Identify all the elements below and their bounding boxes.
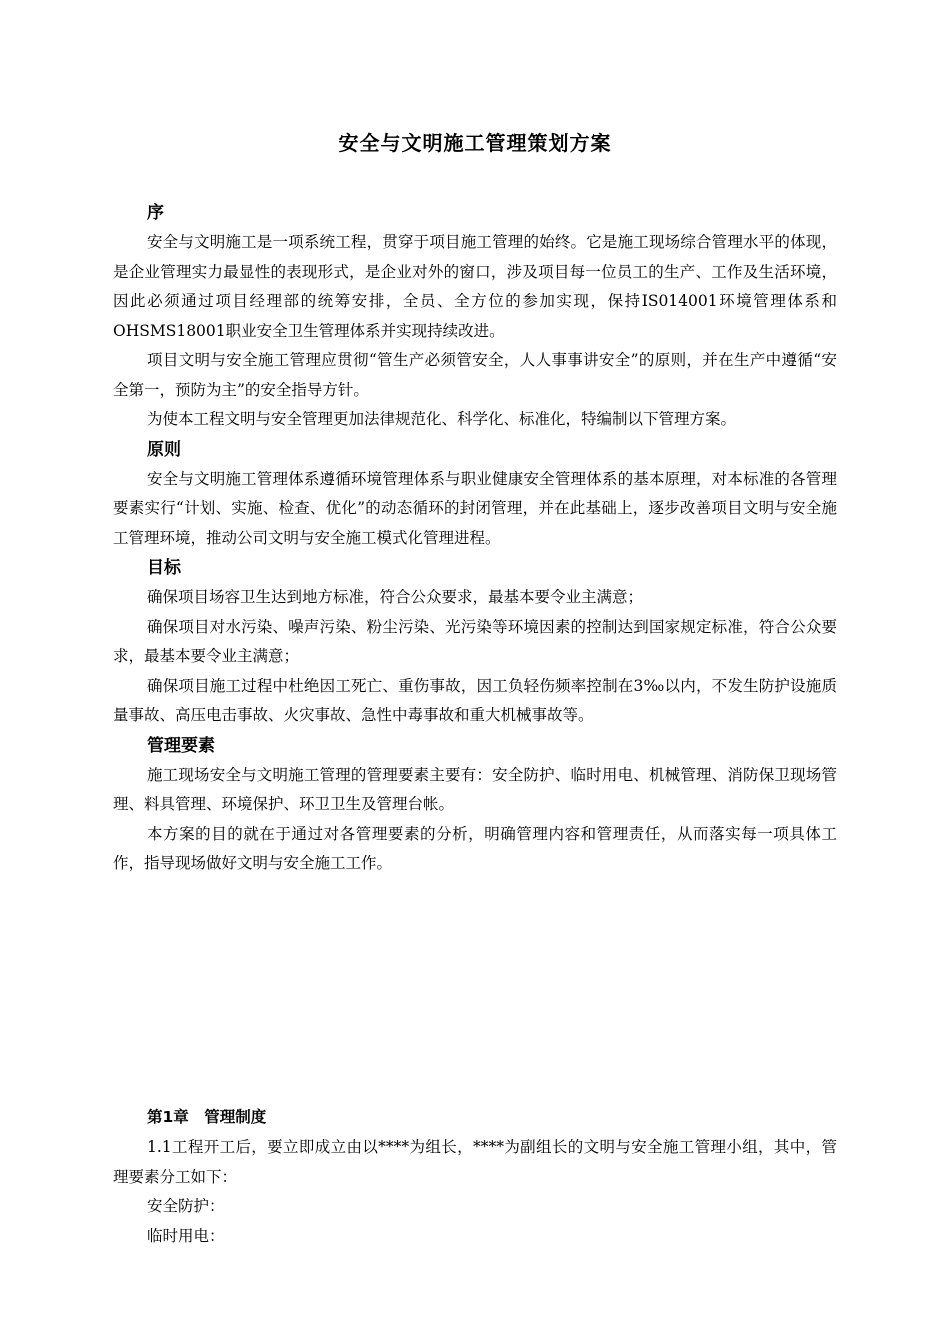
paragraph: 确保项目对水污染、噪声污染、粉尘污染、光污染等环境因素的控制达到国家规定标准，符合公众要求，最基本要令业主满意； — [113, 617, 837, 665]
paragraph: 为使本工程文明与安全管理更加法律规范化、科学化、标准化，特编制以下管理方案。 — [147, 410, 737, 428]
paragraph: 确保项目施工过程中杜绝因工死亡、重伤事故，因工负轻伤频率控制在3‰以内，不发生防护设施质量事故、高压电击事故、火灾事故、急性中毒事故和重大机械事故等。 — [113, 676, 837, 724]
section-heading: 管理要素 — [147, 735, 215, 756]
paragraph: 安全与文明施工管理体系遵循环境管理体系与职业健康安全管理体系的基本原理，对本标准的各管理要素实行“计划、实施、检查、优化”的动态循环的封闭管理，并在此基础上，逐步改善项目文明与安全施工管理环境，推动公司文明与安全施工模式化管理进程。 — [113, 469, 837, 547]
section-heading: 目标 — [147, 558, 181, 578]
section-goals — [113, 553, 837, 731]
section-heading: 原则 — [147, 439, 181, 460]
paragraph: 1.1工程开工后，要立即成立由以****为组长，****为副组长的文明与安全施工管理小组，其中，管理要素分工如下： — [113, 1138, 837, 1186]
chapter-heading: 第1章 管理制度 — [147, 1108, 267, 1126]
document-title: 安全与文明施工管理策划方案 — [338, 131, 612, 155]
paragraph: 确保项目场容卫生达到地方标准，符合公众要求，最基本要令业主满意； — [147, 588, 644, 606]
document-body — [113, 198, 837, 879]
chapter-1 — [113, 1102, 837, 1251]
paragraph: 本方案的目的就在于通过对各管理要素的分析，明确管理内容和管理责任，从而落实每一项具体工作，指导现场做好文明与安全施工工作。 — [113, 824, 837, 872]
paragraph: 安全与文明施工是一项系统工程，贯穿于项目施工管理的始终。它是施工现场综合管理水平的体现，是企业管理实力最显性的表现形式，是企业对外的窗口，涉及项目每一位员工的生产、工作及生活环境，因此必须通过项目经理部的统筹安排，全员、全方位的参加实现，保持IS014001环境管理体系和OHSMS18001职业安全卫生管理体系并实现持续改进。 — [113, 233, 837, 340]
section-heading: 序 — [147, 203, 164, 223]
section-management-elements — [113, 731, 837, 879]
paragraph: 安全防护： — [147, 1197, 225, 1215]
paragraph: 临时用电： — [147, 1226, 225, 1245]
paragraph: 项目文明与安全施工管理应贯彻“管生产必须管安全，人人事事讲安全”的原则，并在生产中遵循“安全第一，预防为主”的安全指导方针。 — [113, 351, 837, 399]
section-preface — [113, 198, 837, 435]
paragraph: 施工现场安全与文明施工管理的管理要素主要有：安全防护、临时用电、机械管理、消防保卫现场管理、料具管理、环境保护、环卫卫生及管理台帐。 — [113, 765, 837, 813]
section-principles — [113, 435, 837, 554]
